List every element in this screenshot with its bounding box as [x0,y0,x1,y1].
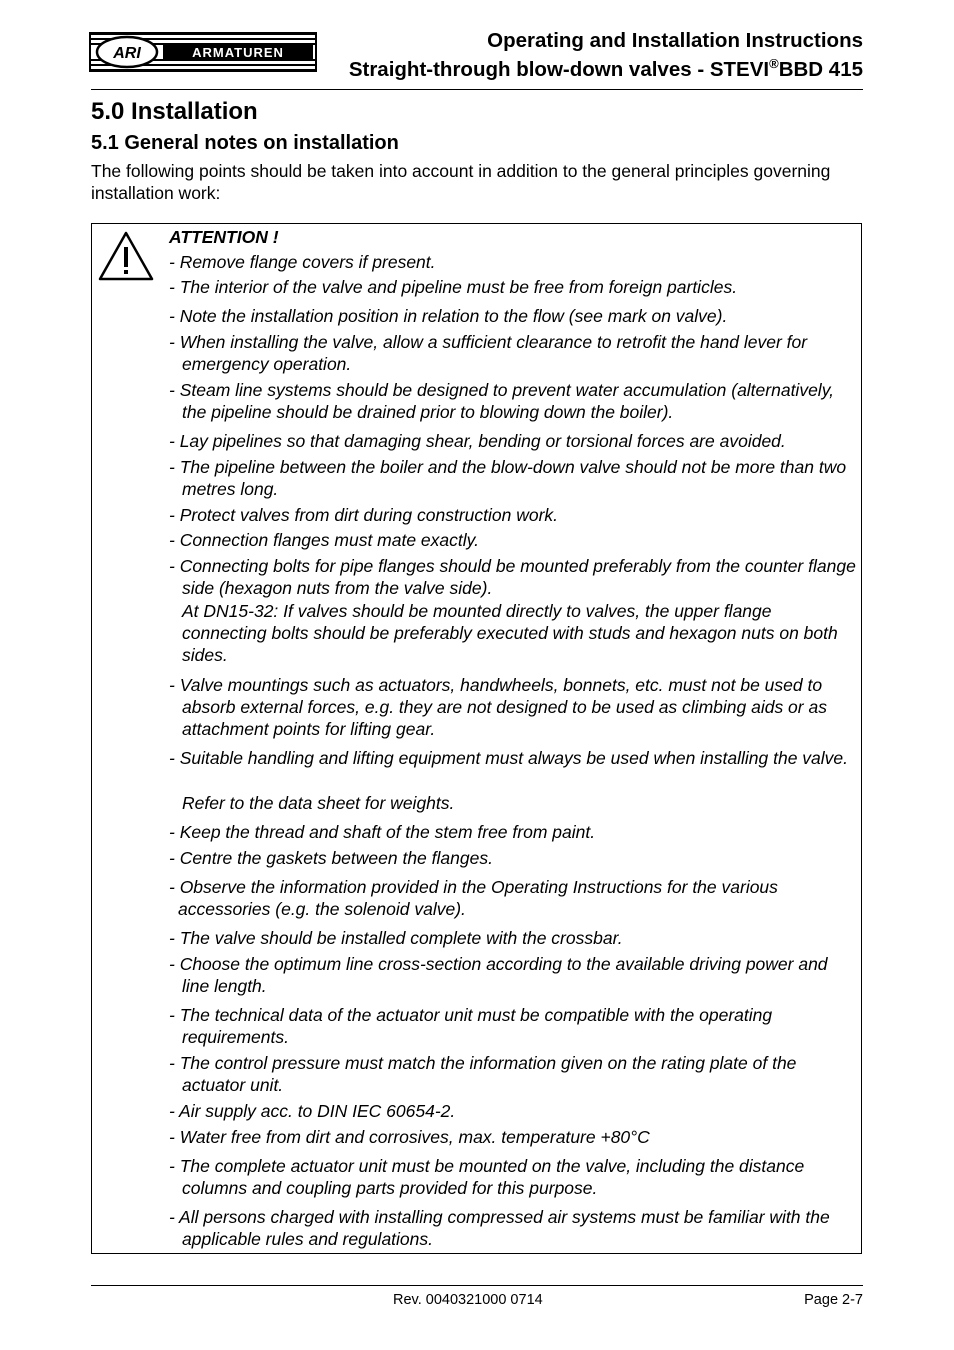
title-product: Straight-through blow-down valves - STEVI [348,58,770,81]
attention-item: - Water free from dirt and corrosives, max. temperature +80°C [169,1127,650,1147]
attention-item: - Remove flange covers if present. [169,252,436,272]
title-model: BBD 415 [778,58,863,81]
ari-armaturen-logo [89,32,317,72]
revision-number: Rev. 0040321000 0714 [393,1292,543,1308]
document-title [349,26,863,86]
attention-item: - The complete actuator unit must be mounted on the valve, including the distance columns and coupling parts provided for this purpose. [169,1156,805,1198]
header-divider [91,89,863,90]
warning-triangle-icon [97,230,155,282]
attention-item-continuation: Refer to the data sheet for weights. [182,793,455,813]
section-heading: 5.0 Installation [91,98,258,125]
attention-item: - When installing the valve, allow a sufficient clearance to retrofit the hand lever for emergency operation. [169,332,808,374]
attention-item: - The valve should be installed complete with the crossbar. [169,928,623,948]
attention-item: - All persons charged with installing compressed air systems must be familiar with the applicable rules and regulations. [169,1207,830,1249]
attention-item: - Connection flanges must mate exactly. [169,530,479,550]
title-line-1: Operating and Installation Instructions [487,29,863,52]
logo-text: ARMATUREN [192,45,284,60]
attention-item: - The interior of the valve and pipeline must be free from foreign particles. [169,277,738,297]
attention-item: - Connecting bolts for pipe flanges should be mounted preferably from the counter flange side (hexagon nuts from the valve side). [169,556,856,598]
attention-item: - Steam line systems should be designed to prevent water accumulation (alternatively, the pipeline should be drained prior to blowing down the boiler). [169,380,835,422]
footer-divider [91,1285,863,1286]
attention-item: - Choose the optimum line cross-section according to the available driving power and line length. [169,954,828,996]
logo-emblem-text: ARI [113,45,141,62]
attention-item: - Protect valves from dirt during construction work. [169,505,559,525]
intro-paragraph: The following points should be taken into account in addition to the general principles governing installation work: [91,161,831,203]
title-line-2 [349,55,863,86]
registered-mark: ® [769,56,779,71]
attention-item: - Air supply acc. to DIN IEC 60654-2. [169,1101,456,1121]
attention-label: ATTENTION ! [169,227,279,247]
attention-item: - Note the installation position in relation to the flow (see mark on valve). [169,306,728,326]
attention-item: - Observe the information provided in the Operating Instructions for the various accessories (e.g. the solenoid valve). [169,877,778,919]
page-number: Page 2-7 [804,1292,863,1308]
attention-item: - Lay pipelines so that damaging shear, bending or torsional forces are avoided. [169,431,786,451]
attention-item: - The technical data of the actuator unit must be compatible with the operating requirements. [169,1005,773,1047]
attention-item-continuation: At DN15-32: If valves should be mounted directly to valves, the upper flange connecting bolts should be preferably executed with studs and hexagon nuts on both sides. [182,601,838,665]
attention-item: - Keep the thread and shaft of the stem free from paint. [169,822,596,842]
attention-item: - The control pressure must match the information given on the rating plate of the actuator unit. [169,1053,797,1095]
attention-item: - Suitable handling and lifting equipment must always be used when installing the valve. [169,748,849,768]
attention-item: - The pipeline between the boiler and the blow-down valve should not be more than two metres long. [169,457,847,499]
attention-item: - Centre the gaskets between the flanges. [169,848,493,868]
attention-box [91,223,862,1254]
subsection-heading: 5.1 General notes on installation [91,132,399,154]
attention-item: - Valve mountings such as actuators, handwheels, bonnets, etc. must not be used to absorb external forces, e.g. they are not designed to be used as climbing aids or as attachment points for lifting gear. [169,675,827,739]
